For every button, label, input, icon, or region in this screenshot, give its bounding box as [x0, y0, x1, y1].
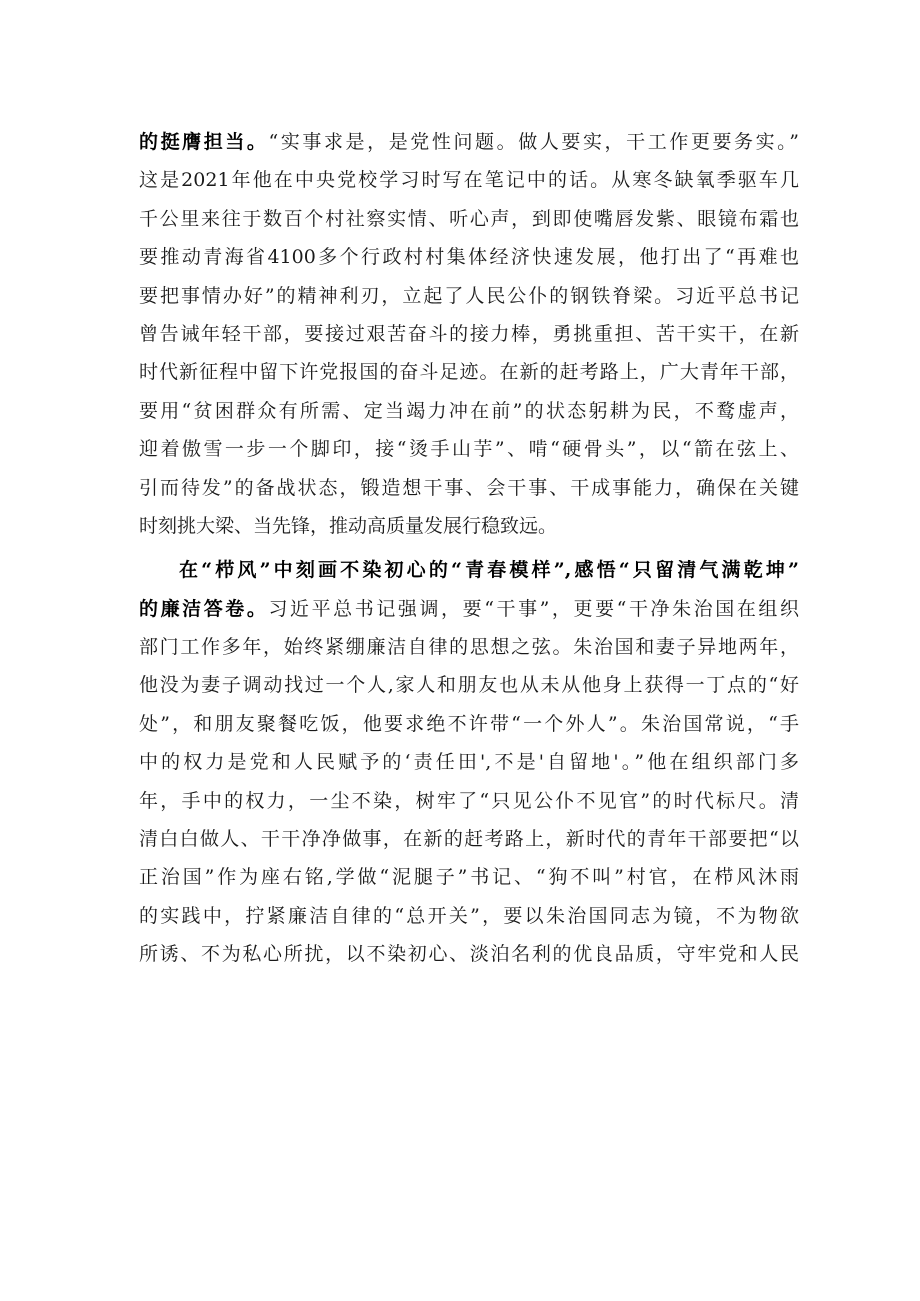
paragraph-line: 要推动青海省4100多个行政村村集体经济快速发展，他打出了“再难也: [139, 246, 799, 269]
paragraph-line: [139, 123, 799, 161]
paragraph-line: [139, 551, 799, 589]
paragraph-line: 处”，和朋友聚餐吃饭，他要求绝不许带“一个外人”。朱治国常说，“手: [139, 712, 799, 735]
paragraph-line: 时刻挑大梁、当先锋，推动高质量发展行稳致远。: [139, 514, 558, 537]
paragraph-line: 迎着傲雪一步一个脚印，接“烫手山芋”、啃“硬骨头”，以“箭在弦上、: [139, 438, 799, 461]
paragraph-1: [139, 123, 799, 545]
paragraph-line: 曾告诫年轻干部，要接过艰苦奋斗的接力棒，勇挑重担、苦干实干，在新: [139, 322, 799, 345]
paragraph-line: 清白白做人、干干净净做事，在新的赶考路上，新时代的青年干部要把“以: [139, 828, 799, 851]
paragraph-line: 引而待发”的备战状态，锻造想干事、会干事、干成事能力，确保在关键: [139, 476, 799, 499]
line-text: “实事求是，是党性问题。做人要实，干工作更要务实。”: [268, 131, 799, 153]
bold-heading: 在“栉风”中刻画不染初心的“青春模样”,感悟“只留清气满乾坤”: [179, 559, 799, 582]
paragraph-line: 要用“贫困群众有所需、定当竭力冲在前”的状态躬耕为民，不鹜虚声，: [139, 399, 799, 422]
paragraph-line: 所诱、不为私心所扰，以不染初心、淡泊名利的优良品质，守牢党和人民: [139, 943, 799, 966]
paragraph-line: 的实践中，拧紧廉洁自律的“总开关”，要以朱治国同志为镜，不为物欲: [139, 904, 799, 927]
paragraph-line: 千公里来往于数百个村社察实情、听心声，到即使嘴唇发紫、眼镜布霜也: [139, 207, 799, 230]
line-text: 习近平总书记强调，要“干事”，更要“干净朱治国在组织: [268, 597, 799, 620]
paragraph-2: [139, 551, 799, 973]
paragraph-line: 部门工作多年，始终紧绷廉洁自律的思想之弦。朱治国和妻子异地两年，: [139, 636, 799, 659]
document-body: [139, 123, 799, 974]
paragraph-line: 年，手中的权力，一尘不染，树牢了“只见公仆不见官”的时代标尺。清: [139, 789, 799, 812]
bold-lead: 的廉洁答卷。: [139, 597, 269, 620]
paragraph-line: [139, 590, 799, 628]
bold-lead: 的挺膺担当。: [139, 131, 269, 153]
paragraph-line: 中的权力是党和人民赋予的‘责任田',不是'自留地'。”他在组织部门多: [139, 751, 799, 774]
paragraph-line: 要把事情办好”的精神利刃，立起了人民公仆的钢铁脊梁。习近平总书记: [139, 284, 799, 307]
paragraph-line: 时代新征程中留下许党报国的奋斗足迹。在新的赶考路上，广大青年干部，: [139, 361, 799, 384]
paragraph-line: 这是2021年他在中央党校学习时写在笔记中的话。从寒冬缺氧季驱车几: [139, 169, 799, 192]
paragraph-line: 他没为妻子调动找过一个人,家人和朋友也从未从他身上获得一丁点的“好: [139, 674, 799, 697]
paragraph-line: 正治国”作为座右铭,学做“泥腿子”书记、“狗不叫”村官，在栉风沐雨: [139, 866, 799, 889]
